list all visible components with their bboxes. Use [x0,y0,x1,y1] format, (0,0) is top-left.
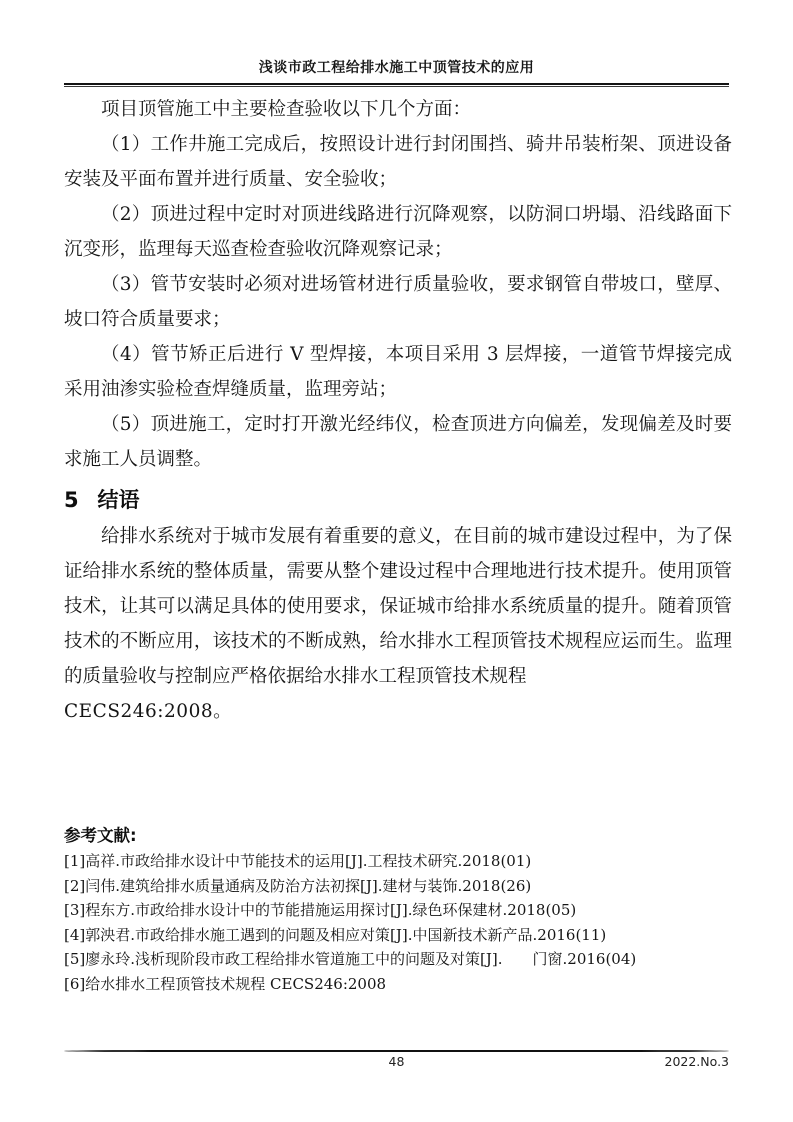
reference-item-1: [1]高祥.市政给排水设计中节能技术的运用[J].工程技术研究.2018(01) [64,852,532,870]
footer-row [64,1054,729,1072]
paragraph-checkpoint-1: （1）工作井施工完成后，按照设计进行封闭围挡、骑井吊装桁架、顶进设备安装及平面布置并进行质量、安全验收； [64,134,732,190]
reference-item-2: [2]闫伟.建筑给排水质量通病及防治方法初探[J].建材与装饰.2018(26) [64,876,532,895]
paragraph-standard-code: CECS246:2008。 [64,701,233,722]
reference-item-4: [4]郭泱君.市政给排水施工遇到的问题及相应对策[J].中国新技术新产品.2016(11) [64,925,607,944]
page-number: 48 [388,1054,405,1069]
paragraph-intro: 项目顶管施工中主要检查验收以下几个方面： [101,99,472,120]
section-title: 结语 [97,488,140,512]
reference-item-5: [5]廖永玲.浅析现阶段市政工程给排水管道施工中的问题及对策[J]. 门窗.2016(04) [64,950,637,968]
section-heading-conclusion [64,481,732,519]
paragraph-checkpoint-4: （4）管节矫正后进行 V 型焊接，本项目采用 3 层焊接，一道管节焊接完成采用油渗实验检查焊缝质量，监理旁站； [64,344,732,400]
footer-rule [64,1050,729,1052]
reference-item-3: [3]程东方.市政给排水设计中的节能措施运用探讨[J].绿色环保建材.2018(05) [64,901,577,919]
reference-item-6: [6]给水排水工程顶管技术规程 CECS246:2008 [64,974,387,993]
header-rule [64,83,729,87]
running-title: 浅谈市政工程给排水施工中顶管技术的应用 [258,60,535,76]
page-footer [64,1050,729,1072]
section-number: 5 [64,488,79,512]
paragraph-checkpoint-2: （2）顶进过程中定时对顶进线路进行沉降观察，以防洞口坍塌、沿线路面下沉变形，监理每天巡查检查验收沉降观察记录； [64,204,732,260]
paragraph-conclusion: 给排水系统对于城市发展有着重要的意义，在目前的城市建设过程中，为了保证给排水系统的整体质量，需要从整个建设过程中合理地进行技术提升。使用顶管技术，让其可以满足具体的使用要求，保证城市给排水系统质量的提升。随着顶管技术的不断应用，该技术的不断成熟，给水排水工程顶管技术规程应运而生。监理的质量验收与控制应严格依据给水排水工程顶管技术规程 [64,526,732,687]
running-header [64,58,729,87]
issue-label: 2022.No.3 [664,1054,729,1069]
paragraph-checkpoint-5: （5）顶进施工，定时打开激光经纬仪，检查顶进方向偏差，发现偏差及时要求施工人员调整。 [64,414,732,470]
paragraph-checkpoint-3: （3）管节安装时必须对进场管材进行质量验收，要求钢管自带坡口，壁厚、坡口符合质量要求； [64,274,732,330]
article-body [64,92,732,729]
references-section [64,822,732,996]
references-heading: 参考文献: [64,826,137,845]
